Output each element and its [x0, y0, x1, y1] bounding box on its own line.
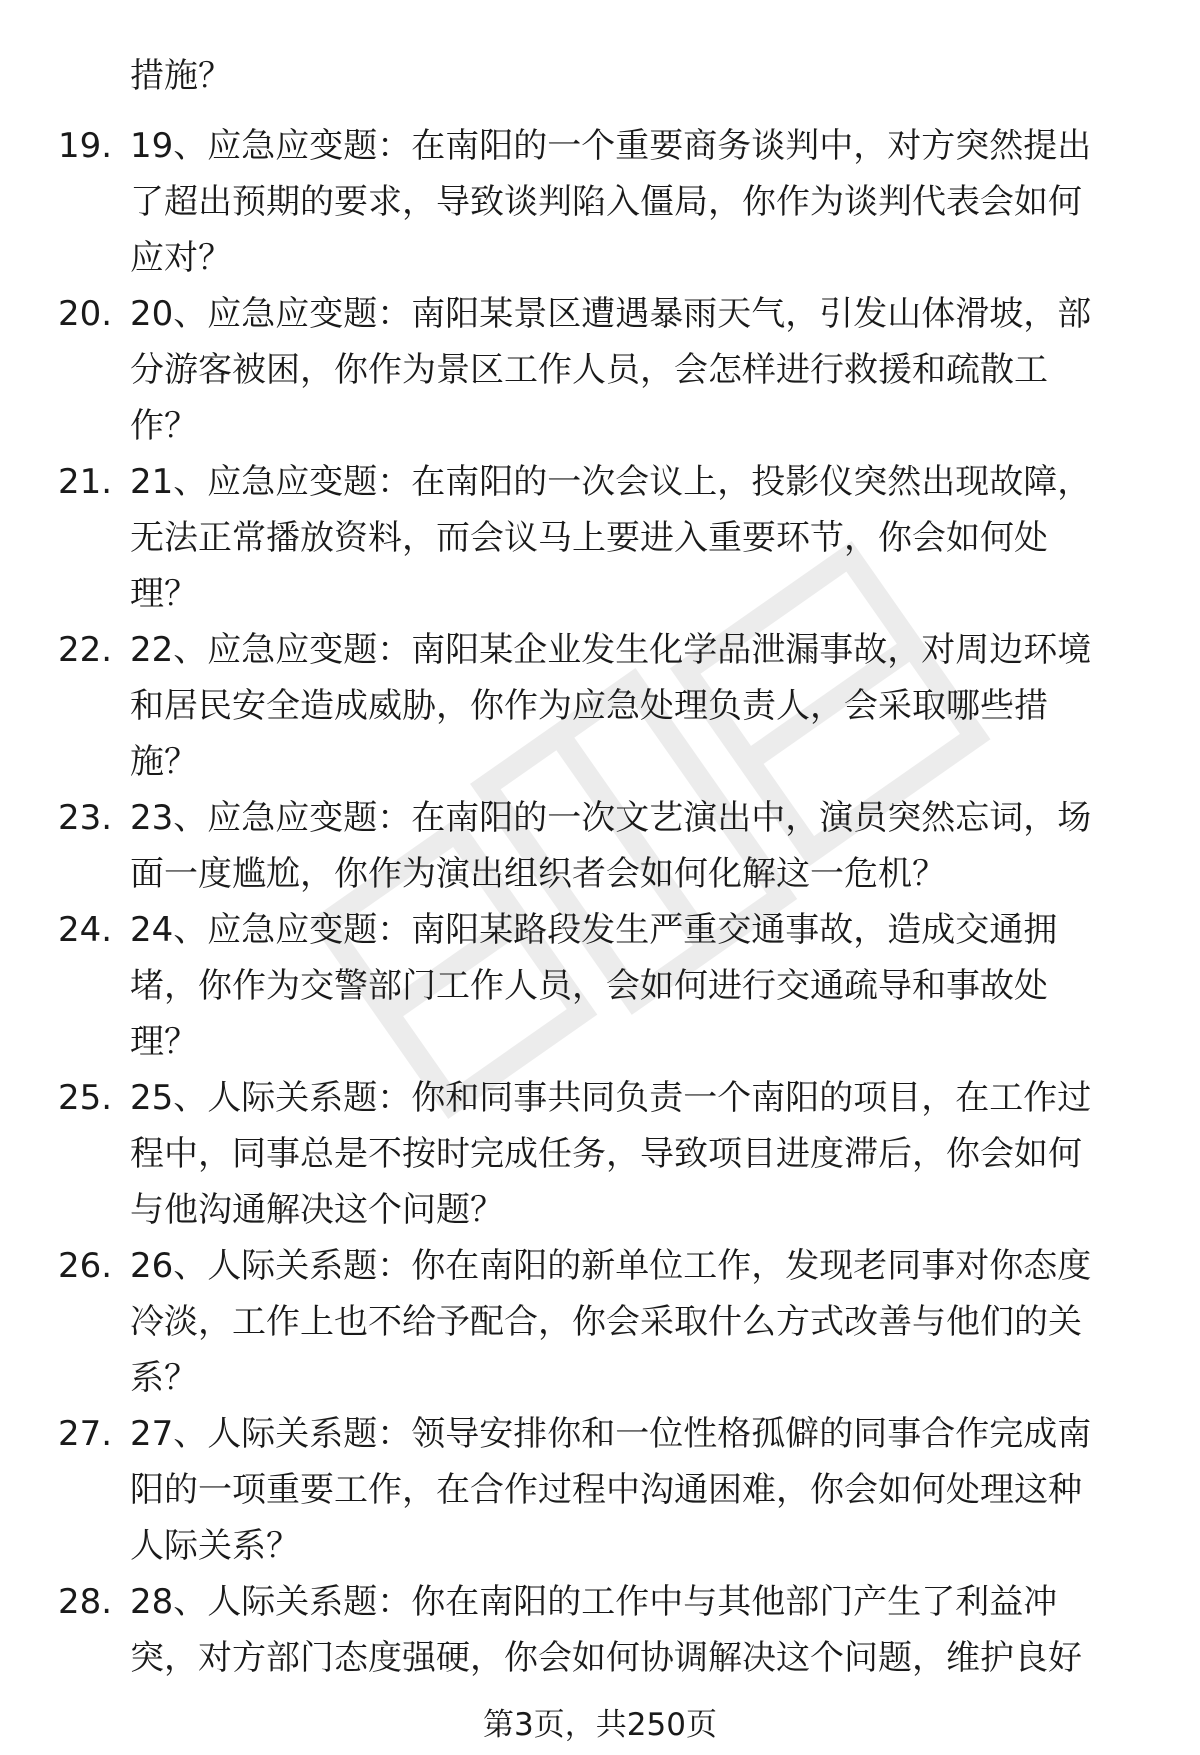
- item-number: 26.: [58, 1246, 113, 1286]
- item-text-line: 19、应急应变题：在南阳的一个重要商务谈判中，对方突然提出: [130, 126, 1092, 166]
- item-text-line: 程中，同事总是不按时完成任务，导致项目进度滞后，你会如何: [130, 1134, 1082, 1174]
- page-footer: 第3页，共250页: [483, 1707, 717, 1743]
- item-text-line: 理？: [130, 574, 198, 614]
- item-text-line: 分游客被困，你作为景区工作人员，会怎样进行救援和疏散工: [130, 350, 1048, 390]
- item-text-line: 20、应急应变题：南阳某景区遭遇暴雨天气，引发山体滑坡，部: [130, 294, 1092, 334]
- item-number: 25.: [58, 1078, 113, 1118]
- item-text-line: 突，对方部门态度强硬，你会如何协调解决这个问题，维护良好: [130, 1638, 1082, 1678]
- item-text-line: 与他沟通解决这个问题？: [130, 1190, 504, 1230]
- item-text-line: 22、应急应变题：南阳某企业发生化学品泄漏事故，对周边环境: [130, 630, 1092, 670]
- item-number: 22.: [58, 630, 113, 670]
- item-text-line: 面一度尴尬，你作为演出组织者会如何化解这一危机？: [130, 854, 946, 894]
- item-text-line: 阳的一项重要工作，在合作过程中沟通困难，你会如何处理这种: [130, 1470, 1082, 1510]
- carry-over-text: 措施？: [130, 56, 232, 96]
- item-text-line: 冷淡，工作上也不给予配合，你会采取什么方式改善与他们的关: [130, 1302, 1082, 1342]
- item-text-line: 作？: [130, 406, 198, 446]
- item-text-line: 应对？: [130, 238, 232, 278]
- item-text-line: 26、人际关系题：你在南阳的新单位工作，发现老同事对你态度: [130, 1246, 1092, 1286]
- item-text-line: 和居民安全造成威胁，你作为应急处理负责人，会采取哪些措: [130, 686, 1048, 726]
- item-text-line: 施？: [130, 742, 198, 782]
- item-text-line: 27、人际关系题：领导安排你和一位性格孤僻的同事合作完成南: [130, 1414, 1092, 1454]
- item-text-line: 人际关系？: [130, 1526, 300, 1566]
- item-number: 24.: [58, 910, 113, 950]
- item-number: 27.: [58, 1414, 113, 1454]
- item-text-line: 25、人际关系题：你和同事共同负责一个南阳的项目，在工作过: [130, 1078, 1092, 1118]
- item-text-line: 28、人际关系题：你在南阳的工作中与其他部门产生了利益冲: [130, 1582, 1058, 1622]
- item-number: 23.: [58, 798, 113, 838]
- item-text-line: 23、应急应变题：在南阳的一次文艺演出中，演员突然忘词，场: [130, 798, 1092, 838]
- item-text-line: 堵，你作为交警部门工作人员，会如何进行交通疏导和事故处: [130, 966, 1048, 1006]
- item-number: 21.: [58, 462, 113, 502]
- item-number: 20.: [58, 294, 113, 334]
- item-number: 28.: [58, 1582, 113, 1622]
- item-text-line: 系？: [130, 1358, 198, 1398]
- item-text-line: 无法正常播放资料，而会议马上要进入重要环节，你会如何处: [130, 518, 1048, 558]
- item-text-line: 理？: [130, 1022, 198, 1062]
- item-text-line: 24、应急应变题：南阳某路段发生严重交通事故，造成交通拥: [130, 910, 1058, 950]
- item-text-line: 了超出预期的要求，导致谈判陷入僵局，你作为谈判代表会如何: [130, 182, 1082, 222]
- item-text-line: 21、应急应变题：在南阳的一次会议上，投影仪突然出现故障，: [130, 462, 1092, 502]
- item-number: 19.: [58, 126, 113, 166]
